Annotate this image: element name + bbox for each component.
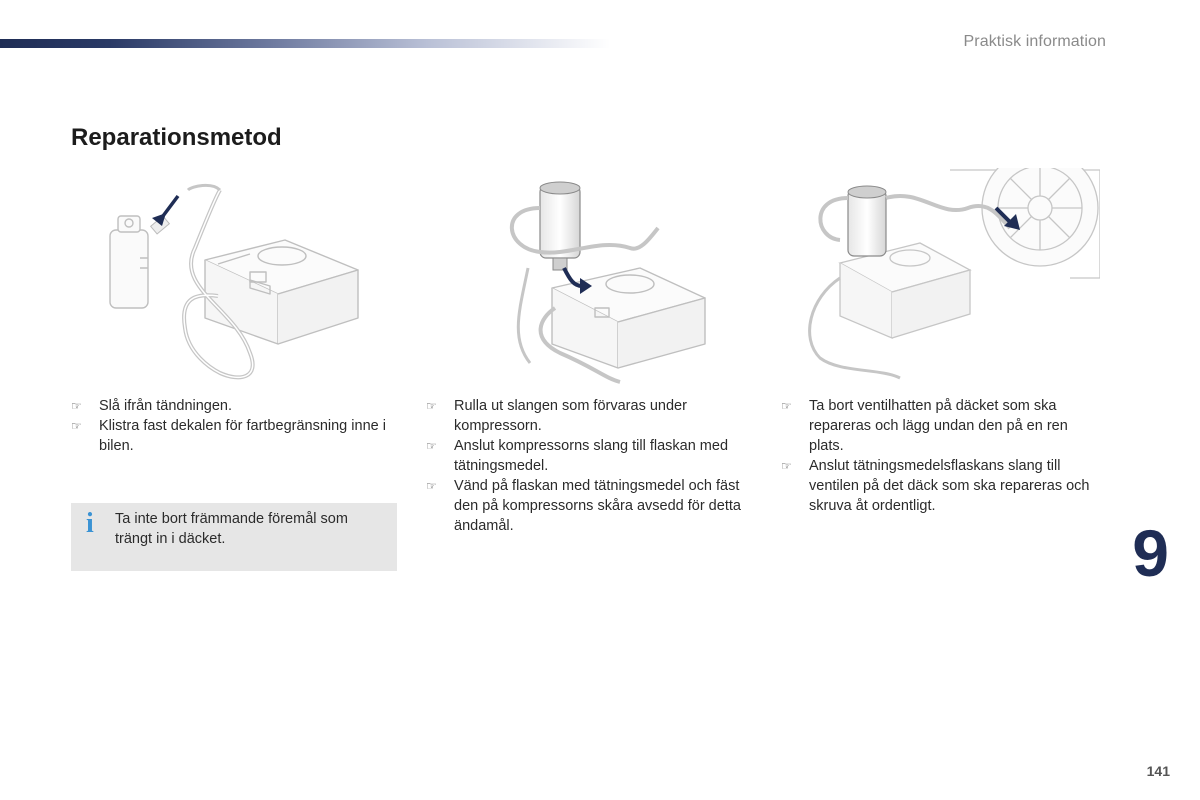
illustration-invert-bottle <box>500 168 710 386</box>
compressor-bottle-inverted-illustration <box>500 168 710 386</box>
page-number: 141 <box>1146 763 1170 779</box>
chapter-number: 9 <box>1132 516 1169 590</box>
pointing-hand-icon: ☞ <box>781 399 792 413</box>
illustration-connect-bottle <box>100 168 370 386</box>
pointing-hand-icon: ☞ <box>781 459 792 473</box>
list-item: ☞ Slå ifrån tändningen. <box>71 398 233 414</box>
header-band <box>0 39 610 48</box>
info-note-text: Ta inte bort främmande föremål som trängt in i däcket. <box>115 511 348 547</box>
pointing-hand-icon: ☞ <box>426 399 437 413</box>
list-item: ☞ Vänd på flaskan med tätningsmedel och fäst den på kompressorns skåra avsedd för detta ändamål. <box>426 478 741 534</box>
pointing-hand-icon: ☞ <box>426 479 437 493</box>
list-item: ☞ Rulla ut slangen som förvaras under kompressorn. <box>426 398 687 434</box>
page-title: Reparationsmetod <box>71 124 282 151</box>
section-title: Praktisk information <box>963 33 1106 50</box>
list-item: ☞ Klistra fast dekalen för fartbegränsning inne i bilen. <box>71 418 386 454</box>
pointing-hand-icon: ☞ <box>71 419 82 433</box>
list-item: ☞ Anslut kompressorns slang till flaskan med tätningsmedel. <box>426 438 729 474</box>
info-note <box>71 503 397 571</box>
list-item: ☞ Anslut tätningsmedelsflaskans slang till ventilen på det däck som ska repareras och skruva åt ordentligt. <box>781 458 1090 514</box>
compressor-bottle-illustration <box>100 168 370 386</box>
instructions-column-3 <box>781 396 1091 516</box>
info-icon: i <box>86 508 94 539</box>
instructions-column-1 <box>71 396 401 456</box>
list-item: ☞ Ta bort ventilhatten på däcket som ska repareras och lägg undan den på en ren plats. <box>781 398 1068 454</box>
instructions-column-2 <box>426 396 758 536</box>
pointing-hand-icon: ☞ <box>426 439 437 453</box>
wheel-valve-illustration <box>800 168 1100 386</box>
illustration-connect-valve <box>800 168 1100 386</box>
pointing-hand-icon: ☞ <box>71 399 82 413</box>
